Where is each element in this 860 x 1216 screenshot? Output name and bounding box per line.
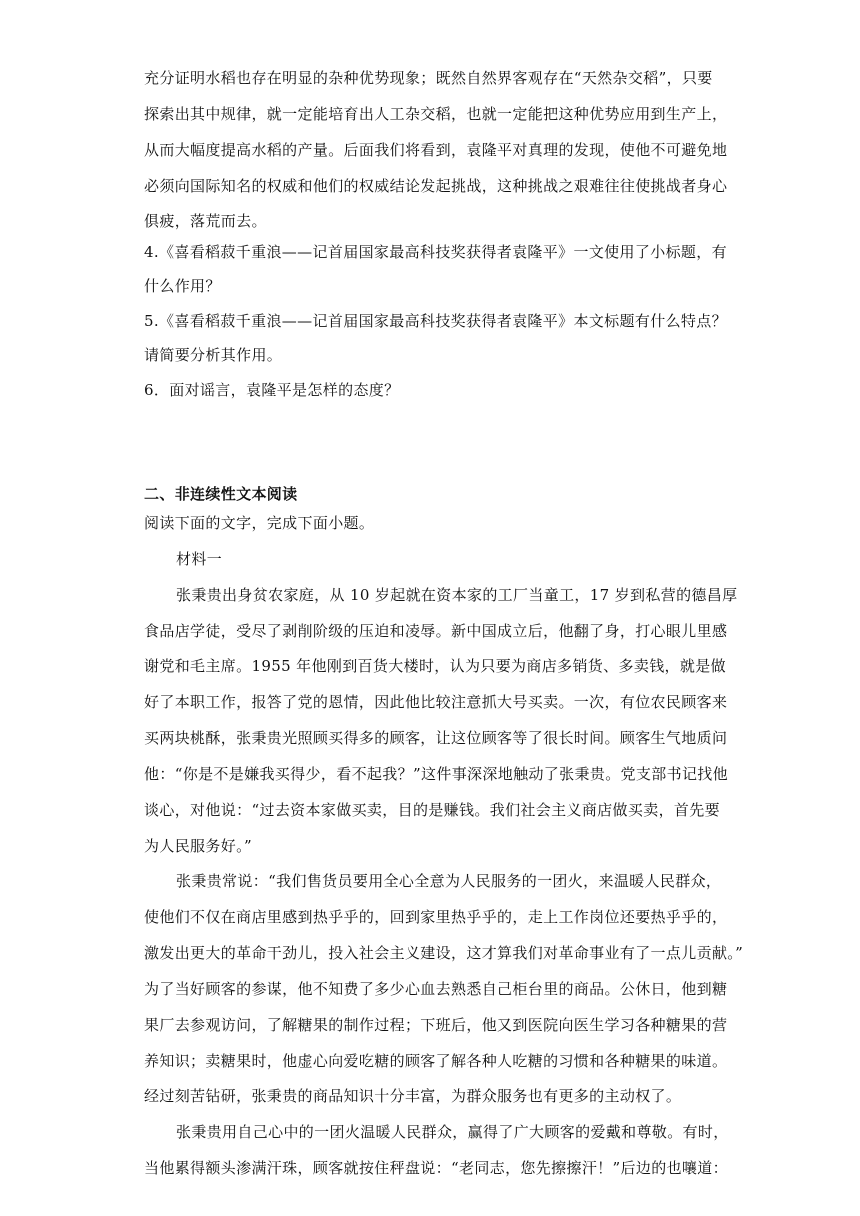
- paragraph-line: 经过刻苦钻研，张秉贵的商品知识十分丰富，为群众服务也有更多的主动权了。: [144, 1087, 682, 1105]
- question-5-line: 5.《喜看稻菽千重浪——记首届国家最高科技奖获得者袁隆平》本文标题有什么特点？: [144, 312, 727, 330]
- paragraph-line: 果厂去参观访问，了解糖果的制作过程；下班后，他又到医院向医生学习各种糖果的营: [144, 1016, 728, 1034]
- material-label: 材料一: [176, 550, 223, 568]
- paragraph-line: 为人民服务好。”: [144, 837, 252, 855]
- paragraph-line: 养知识；卖糖果时，他虚心向爱吃糖的顾客了解各种人吃糖的习惯和各种糖果的味道。: [144, 1052, 728, 1070]
- paragraph-line: 当他累得额头渗满汗珠，顾客就按住秤盘说：“老同志，您先擦擦汗！”后边的也嚷道：: [144, 1159, 728, 1177]
- passage-line: 必须向国际知名的权威和他们的权威结论发起挑战，这种挑战之艰难往往使挑战者身心: [144, 177, 728, 195]
- paragraph-line: 使他们不仅在商店里感到热乎乎的，回到家里热乎乎的，走上工作岗位还要热乎乎的，: [144, 908, 728, 926]
- paragraph-line: 张秉贵常说：“我们售货员要用全心全意为人民服务的一团火，来温暖人民群众，: [176, 872, 722, 890]
- paragraph-line: 张秉贵出身贫农家庭，从 10 岁起就在资本家的工厂当童工，17 岁到私营的德昌厚: [176, 586, 738, 604]
- paragraph-line: 谈心，对他说：“过去资本家做买卖，目的是赚钱。我们社会主义商店做买卖，首先要: [144, 801, 720, 819]
- paragraph-line: 买两块桃酥，张秉贵光照顾买得多的顾客，让这位顾客等了很长时间。顾客生气地质问: [144, 729, 728, 747]
- paragraph-line: 为了当好顾客的参谋，他不知费了多少心血去熟悉自己柜台里的商品。公休日，他到糖: [144, 980, 728, 998]
- passage-line: 俱疲，落荒而去。: [144, 212, 267, 230]
- passage-line: 充分证明水稻也存在明显的杂种优势现象；既然自然界客观存在“天然杂交稻”，只要: [144, 69, 713, 87]
- passage-line: 探索出其中规律，就一定能培育出人工杂交稻，也就一定能把这种优势应用到生产上，: [144, 105, 728, 123]
- paragraph-line: 张秉贵用自己心中的一团火温暖人民群众，赢得了广大顾客的爱戴和尊敬。有时，: [176, 1123, 729, 1141]
- question-4-line: 4.《喜看稻菽千重浪——记首届国家最高科技奖获得者袁隆平》一文使用了小标题，有: [144, 243, 727, 261]
- question-5-line: 请简要分析其作用。: [144, 346, 283, 364]
- paragraph-line: 激发出更大的革命干劲儿，投入社会主义建设，这才算我们对革命事业有了一点儿贡献。”: [144, 944, 744, 962]
- passage-line: 从而大幅度提高水稻的产量。后面我们将看到，袁隆平对真理的发现，使他不可避免地: [144, 141, 728, 159]
- paragraph-line: 他：“你是不是嫌我买得少，看不起我？”这件事深深地触动了张秉贵。党支部书记找他: [144, 765, 728, 783]
- instruction-text: 阅读下面的文字，完成下面小题。: [144, 514, 375, 532]
- section-title: 二、非连续性文本阅读: [144, 485, 298, 503]
- question-4-line: 什么作用？: [144, 277, 221, 295]
- paragraph-line: 谢党和毛主席。1955 年他刚到百货大楼时，认为只要为商店多销货、多卖钱，就是做: [144, 657, 726, 675]
- paragraph-line: 食品店学徒，受尽了剥削阶级的压迫和凌辱。新中国成立后，他翻了身，打心眼儿里感: [144, 622, 728, 640]
- question-6-line: 6．面对谣言，袁隆平是怎样的态度？: [144, 381, 400, 399]
- paragraph-line: 好了本职工作，报答了党的恩情，因此他比较注意抓大号买卖。一次，有位农民顾客来: [144, 693, 728, 711]
